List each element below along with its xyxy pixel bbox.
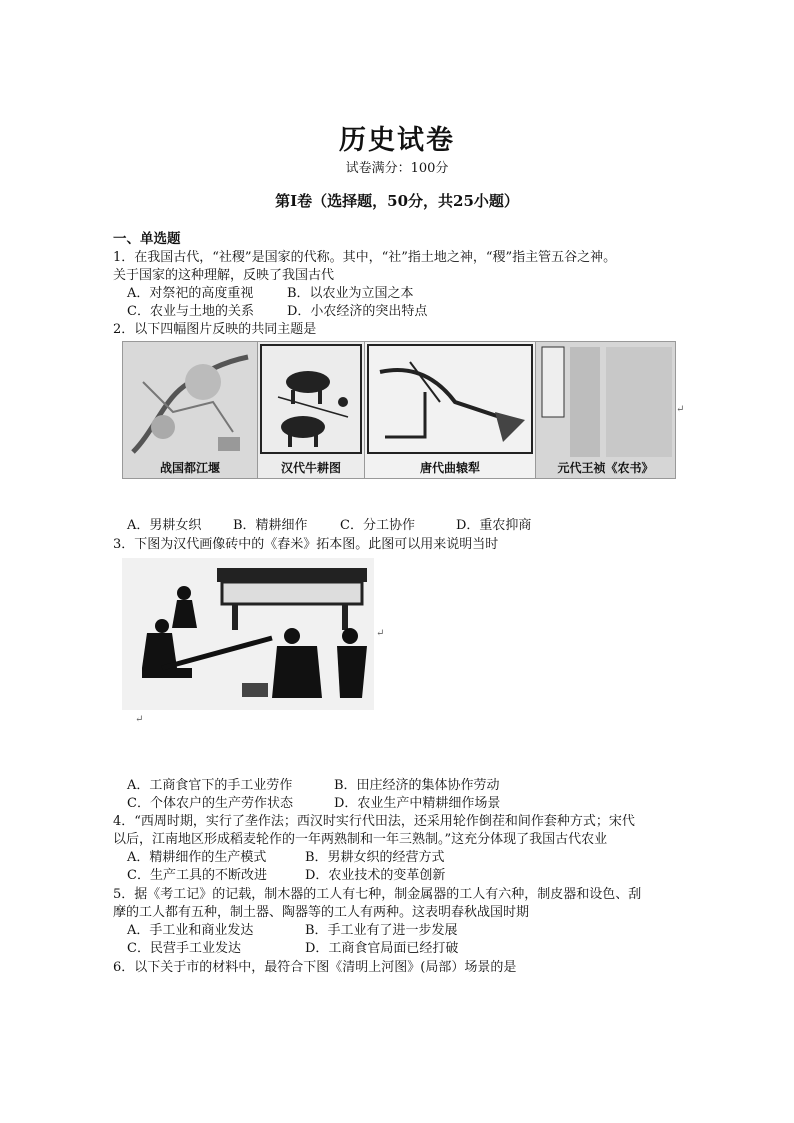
q1-option-b: B．以农业为立国之本	[287, 286, 414, 301]
book-cover	[535, 341, 676, 479]
page-title: 历史试卷	[339, 125, 455, 156]
paragraph-mark: ↵	[376, 628, 385, 639]
q2-option-b: B．精耕细作	[233, 518, 308, 533]
q3-stem: 3．下图为汉代画像砖中的《舂米》拓本图。此图可以用来说明当时	[113, 537, 499, 552]
q5-line1: 5．据《考工记》的记载，制木器的工人有七种，制金属器的工人有六种，制皮器和设色、刮	[113, 887, 642, 902]
paragraph-mark: ↵	[135, 714, 144, 725]
section-heading: 一、单选题	[113, 231, 181, 247]
paragraph-mark: ↵	[676, 404, 685, 415]
image-caption: 唐代曲辕犁	[419, 461, 480, 475]
image-caption: 汉代牛耕图	[280, 461, 341, 475]
plow-diagram	[364, 341, 536, 479]
q1-line1: 1．在我国古代，“社稷”是国家的代称。其中，“社”指土地之神，“稷”指主管五谷之神。	[113, 250, 617, 265]
q3-option-c: C．个体农户的生产劳作状态	[127, 796, 293, 811]
q4-option-c: C．生产工具的不断改进	[127, 868, 267, 883]
q5-option-d: D．工商食官局面已经打破	[305, 941, 459, 956]
q4-option-d: D．农业技术的变革创新	[305, 868, 446, 883]
q2-option-c: C．分工协作	[340, 518, 415, 533]
q5-line2: 摩的工人都有五种，制土器、陶器等的工人有两种。这表明春秋战国时期	[113, 905, 530, 920]
q3-option-d: D．农业生产中精耕细作场景	[334, 796, 501, 811]
q1-line2: 关于国家的这种理解，反映了我国古代	[113, 268, 335, 283]
q4-line1: 4．“西周时期，实行了垄作法；西汉时实行代田法，还采用轮作倒茬和间作套种方式；宋代	[113, 814, 635, 829]
q1-option-c: C．农业与土地的关系	[127, 304, 254, 319]
q4-option-a: A．精耕细作的生产模式	[127, 850, 267, 865]
part-heading: 第Ⅰ卷（选择题，50分，共25小题）	[275, 192, 519, 210]
q3-option-a: A．工商食官下的手工业劳作	[127, 778, 293, 793]
q5-option-b: B．手工业有了进一步发展	[305, 923, 458, 938]
rubbing-illustration	[122, 558, 374, 710]
image-caption: 战国都江堰	[159, 461, 220, 475]
q5-option-c: C．民营手工业发达	[127, 941, 241, 956]
q4-line2: 以后，江南地区形成稻麦轮作的一年两熟制和一年三熟制。”这充分体现了我国古代农业	[113, 832, 608, 847]
q4-option-b: B．男耕女织的经营方式	[305, 850, 445, 865]
score-note: 试卷满分：100分	[345, 161, 449, 176]
q3-option-b: B．田庄经济的集体协作劳动	[334, 778, 500, 793]
q1-option-a: A．对祭祀的高度重视	[127, 286, 254, 301]
image-caption: 元代王祯《农书》	[557, 461, 654, 475]
q2-option-a: A．男耕女织	[127, 518, 202, 533]
map-illustration	[122, 341, 258, 479]
q5-option-a: A．手工业和商业发达	[127, 923, 254, 938]
ox-plowing-illustration	[257, 341, 365, 479]
q1-option-d: D．小农经济的突出特点	[287, 304, 428, 319]
q2-stem: 2．以下四幅图片反映的共同主题是	[113, 322, 317, 337]
q2-option-d: D．重农抑商	[456, 518, 532, 533]
q6-stem: 6．以下关于市的材料中，最符合下图《清明上河图》(局部）场景的是	[113, 960, 517, 975]
